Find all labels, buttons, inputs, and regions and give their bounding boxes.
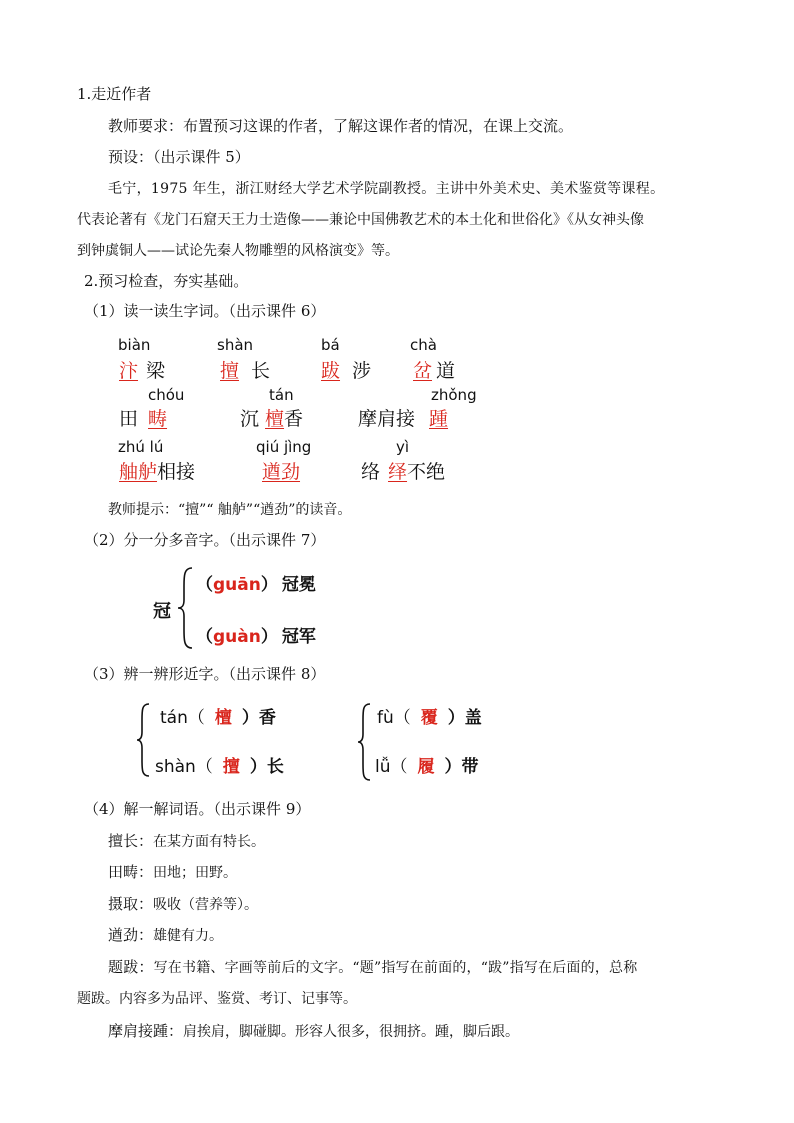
part-1-title: （1）读一读生字词。（出示课件 6）: [84, 302, 326, 320]
word-char-tian: 田: [119, 408, 139, 430]
definition-tiba: [108, 956, 637, 977]
word-chentanxiang: [240, 404, 303, 431]
pinyin-lv: lǚ（: [375, 757, 408, 777]
word-chars-mojianjie: 摩肩接: [358, 408, 416, 430]
word-bianliang: [119, 356, 165, 383]
similar-brace-a: [135, 702, 153, 778]
teacher-requirement: 教师要求：布置预习这课的作者，了解这课作者的情况，在课上交流。: [108, 117, 574, 135]
paren-open-1: （: [196, 575, 213, 595]
def-qiujing: 雄健有力。: [153, 928, 224, 944]
word-guanjun: 冠军: [281, 627, 316, 647]
word-char-bian: 汴: [119, 360, 139, 382]
word-char-zhong: 踵: [429, 408, 449, 430]
similar-row-fu: [377, 703, 482, 728]
author-bio-line-1: 毛宁，1975 年生，浙江财经大学艺术学院副教授。主讲中外美术史、美术鉴赏等课程。: [108, 181, 665, 197]
polyphonic-char: 冠: [153, 601, 171, 622]
similar-brace-b: [356, 702, 374, 782]
word-char-ba: 跋: [321, 360, 341, 382]
word-qiujing: [262, 457, 300, 484]
word-char-yi: 绎: [388, 461, 408, 483]
author-bio-line-3: 到钟虡铜人——试论先秦人物雕塑的风格演变》等。: [77, 243, 399, 259]
term-sheqv: 摄取：: [108, 895, 154, 913]
pinyin-yi: yì: [396, 438, 410, 456]
teacher-tip: 教师提示：“擅”“ 舳舻”“遒劲”的读音。: [108, 502, 352, 518]
def-shanchang: 在某方面有特长。: [153, 834, 266, 850]
definition-tiba-cont: 题跋。内容多为品评、鉴赏、考订、记事等。: [77, 991, 357, 1007]
preset-label: 预设：（出示课件 5）: [108, 148, 250, 166]
pinyin-fu: fù（: [377, 708, 411, 728]
polyphonic-row-2: [196, 622, 316, 647]
word-char-chen: 沉: [240, 408, 260, 430]
def-tiba: 写在书籍、字画等前后的文字。“题”指写在前面的，“跋”指写在后面的，总称: [153, 960, 638, 976]
pinyin-ba: bá: [321, 336, 340, 354]
pinyin-zhulu: zhú lú: [118, 438, 164, 456]
word-char-chang: 长: [251, 360, 271, 382]
polyphonic-brace: [176, 566, 196, 650]
definition-shanchang: [108, 830, 265, 851]
definition-qiujing: [108, 924, 223, 945]
pinyin-bian: biàn: [118, 336, 151, 354]
part-4-title: （4）解一解词语。（出示课件 9）: [84, 800, 311, 818]
word-mojianjiezhong: [358, 404, 448, 431]
term-mojianjiezhong: 摩肩接踵：: [108, 1022, 184, 1040]
word-zhulu-xiangjie: [119, 457, 195, 484]
word-chars-xiangjie: 相接: [157, 461, 196, 483]
similar-row-tan: [160, 703, 276, 728]
word-luoyibujue: [361, 457, 445, 484]
pinyin-qiujing: qiú jìng: [256, 438, 312, 456]
similar-rest-gai: ）盖: [447, 708, 482, 728]
similar-rest-dai: ）带: [444, 757, 479, 777]
word-char-she: 涉: [352, 360, 372, 382]
word-tianchou: [119, 404, 167, 431]
part-2-title: （2）分一分多音字。（出示课件 7）: [84, 531, 326, 549]
similar-row-shan: [155, 752, 284, 777]
word-chars-qiujing: 遒劲: [262, 461, 301, 483]
def-tianchou: 田地；田野。: [153, 865, 238, 881]
pinyin-shan: shàn: [217, 336, 254, 354]
term-qiujing: 遒劲：: [108, 926, 154, 944]
pinyin-tan: tán: [269, 386, 294, 404]
word-chars-bujue: 不绝: [407, 461, 446, 483]
word-chars-zhulu: 舳舻: [119, 461, 158, 483]
word-char-cha: 岔: [413, 360, 433, 382]
word-bashe: [321, 356, 371, 383]
definition-mojianjiezhong: [108, 1020, 519, 1041]
paren-open-2: （: [196, 627, 213, 647]
similar-char-tan: 檀: [214, 708, 232, 728]
section-1-heading: 1.走近作者: [77, 85, 152, 103]
part-3-title: （3）辨一辨形近字。（出示课件 8）: [84, 665, 326, 683]
term-tiba: 题跋：: [108, 958, 154, 976]
pinyin-guan4: guàn: [213, 627, 261, 647]
pinyin-cha: chà: [410, 336, 437, 354]
word-char-liang: 梁: [146, 360, 166, 382]
def-sheqv: 吸收（营养等）。: [153, 897, 259, 913]
word-char-tan: 檀: [265, 408, 285, 430]
similar-rest-chang: ）长: [249, 757, 284, 777]
paren-close-2: ）: [260, 627, 278, 647]
word-shanchang: [220, 356, 270, 383]
term-shanchang: 擅长：: [108, 832, 154, 850]
def-mojianjiezhong: 肩挨肩，脚碰脚。形容人很多，很拥挤。踵，脚后跟。: [183, 1024, 520, 1040]
similar-char-fu: 覆: [420, 708, 438, 728]
pinyin-guan1: guān: [213, 575, 261, 595]
pinyin-shan-similar: shàn（: [155, 757, 213, 777]
definition-tianchou: [108, 861, 237, 882]
pinyin-chou: chóu: [148, 386, 185, 404]
term-tianchou: 田畴：: [108, 863, 154, 881]
polyphonic-row-1: [196, 570, 316, 595]
similar-row-lv: [375, 752, 479, 777]
word-guanmian: 冠冕: [281, 575, 316, 595]
similar-char-lv: 履: [417, 757, 435, 777]
author-bio-line-2: 代表论著有《龙门石窟天王力士造像——兼论中国佛教艺术的本土化和世俗化》《从女神头像: [77, 212, 644, 228]
pinyin-zhong: zhǒng: [431, 386, 477, 404]
definition-sheqv: [108, 893, 258, 914]
word-char-luo: 络: [361, 461, 381, 483]
similar-char-shan: 擅: [222, 757, 240, 777]
similar-rest-xiang: ）香: [241, 708, 276, 728]
word-char-shan: 擅: [220, 360, 240, 382]
word-char-dao: 道: [436, 360, 456, 382]
word-char-chou: 畴: [148, 408, 168, 430]
paren-close-1: ）: [260, 575, 278, 595]
pinyin-tan-similar: tán（: [160, 708, 205, 728]
word-char-xiang: 香: [284, 408, 304, 430]
section-2-heading: 2.预习检查，夯实基础。: [84, 272, 249, 290]
word-chadao: [413, 356, 455, 383]
